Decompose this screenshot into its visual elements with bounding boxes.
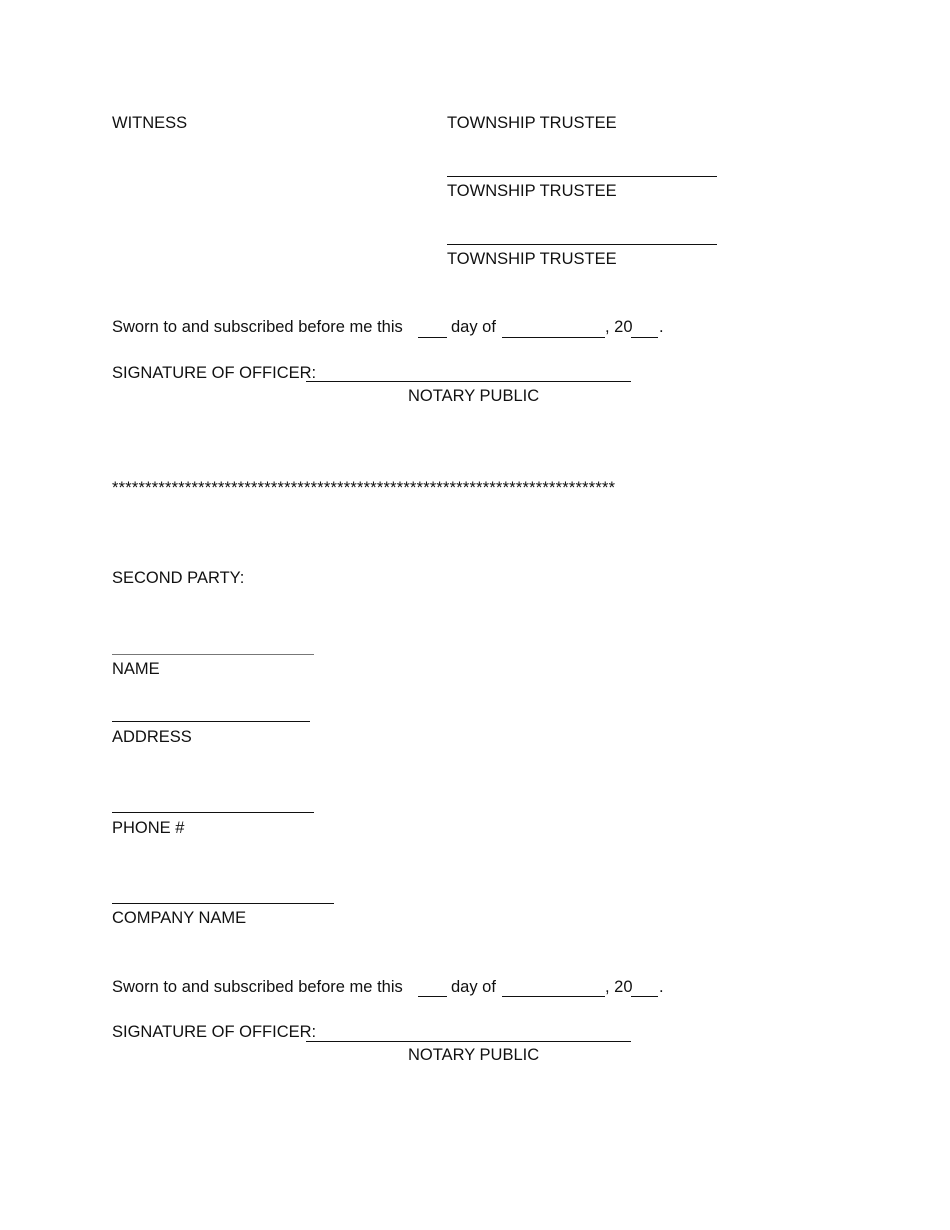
sworn-month-blank-1[interactable]: [502, 337, 605, 338]
officer-signature-line-2[interactable]: [306, 1041, 631, 1042]
sworn-statement-1-prefix: Sworn to and subscribed before me this: [112, 318, 403, 336]
name-label: NAME: [112, 660, 160, 678]
officer-signature-label-1: SIGNATURE OF OFFICER:: [112, 364, 317, 382]
sworn-statement-1-end: .: [659, 318, 664, 336]
sworn-statement-2-year: , 20: [605, 978, 633, 996]
officer-signature-label-2: SIGNATURE OF OFFICER:: [112, 1023, 317, 1041]
sworn-statement-1-dayof: day of: [451, 318, 496, 336]
witness-label: WITNESS: [112, 114, 188, 132]
phone-line[interactable]: [112, 812, 314, 813]
company-name-line[interactable]: [112, 903, 334, 904]
trustee-signature-line-3[interactable]: [447, 244, 717, 245]
sworn-statement-2-prefix: Sworn to and subscribed before me this: [112, 978, 403, 996]
phone-label: PHONE #: [112, 819, 185, 837]
trustee-signature-line-2[interactable]: [447, 176, 717, 177]
trustee-label-1: TOWNSHIP TRUSTEE: [447, 114, 617, 132]
address-label: ADDRESS: [112, 728, 192, 746]
sworn-month-blank-2[interactable]: [502, 996, 605, 997]
sworn-year-blank-2[interactable]: [631, 996, 658, 997]
name-line[interactable]: [112, 654, 314, 655]
asterisk-separator: ****************************************************************************: [112, 479, 616, 497]
sworn-statement-1-year: , 20: [605, 318, 633, 336]
company-name-label: COMPANY NAME: [112, 909, 247, 927]
sworn-day-blank-2[interactable]: [418, 996, 447, 997]
sworn-statement-2-dayof: day of: [451, 978, 496, 996]
second-party-heading: SECOND PARTY:: [112, 569, 245, 587]
notary-public-label-1: NOTARY PUBLIC: [408, 387, 540, 405]
address-line[interactable]: [112, 721, 310, 722]
notary-public-label-2: NOTARY PUBLIC: [408, 1046, 540, 1064]
sworn-day-blank-1[interactable]: [418, 337, 447, 338]
sworn-statement-2-end: .: [659, 978, 664, 996]
sworn-year-blank-1[interactable]: [631, 337, 658, 338]
officer-signature-line-1[interactable]: [306, 381, 631, 382]
trustee-label-3: TOWNSHIP TRUSTEE: [447, 250, 617, 268]
trustee-label-2: TOWNSHIP TRUSTEE: [447, 182, 617, 200]
